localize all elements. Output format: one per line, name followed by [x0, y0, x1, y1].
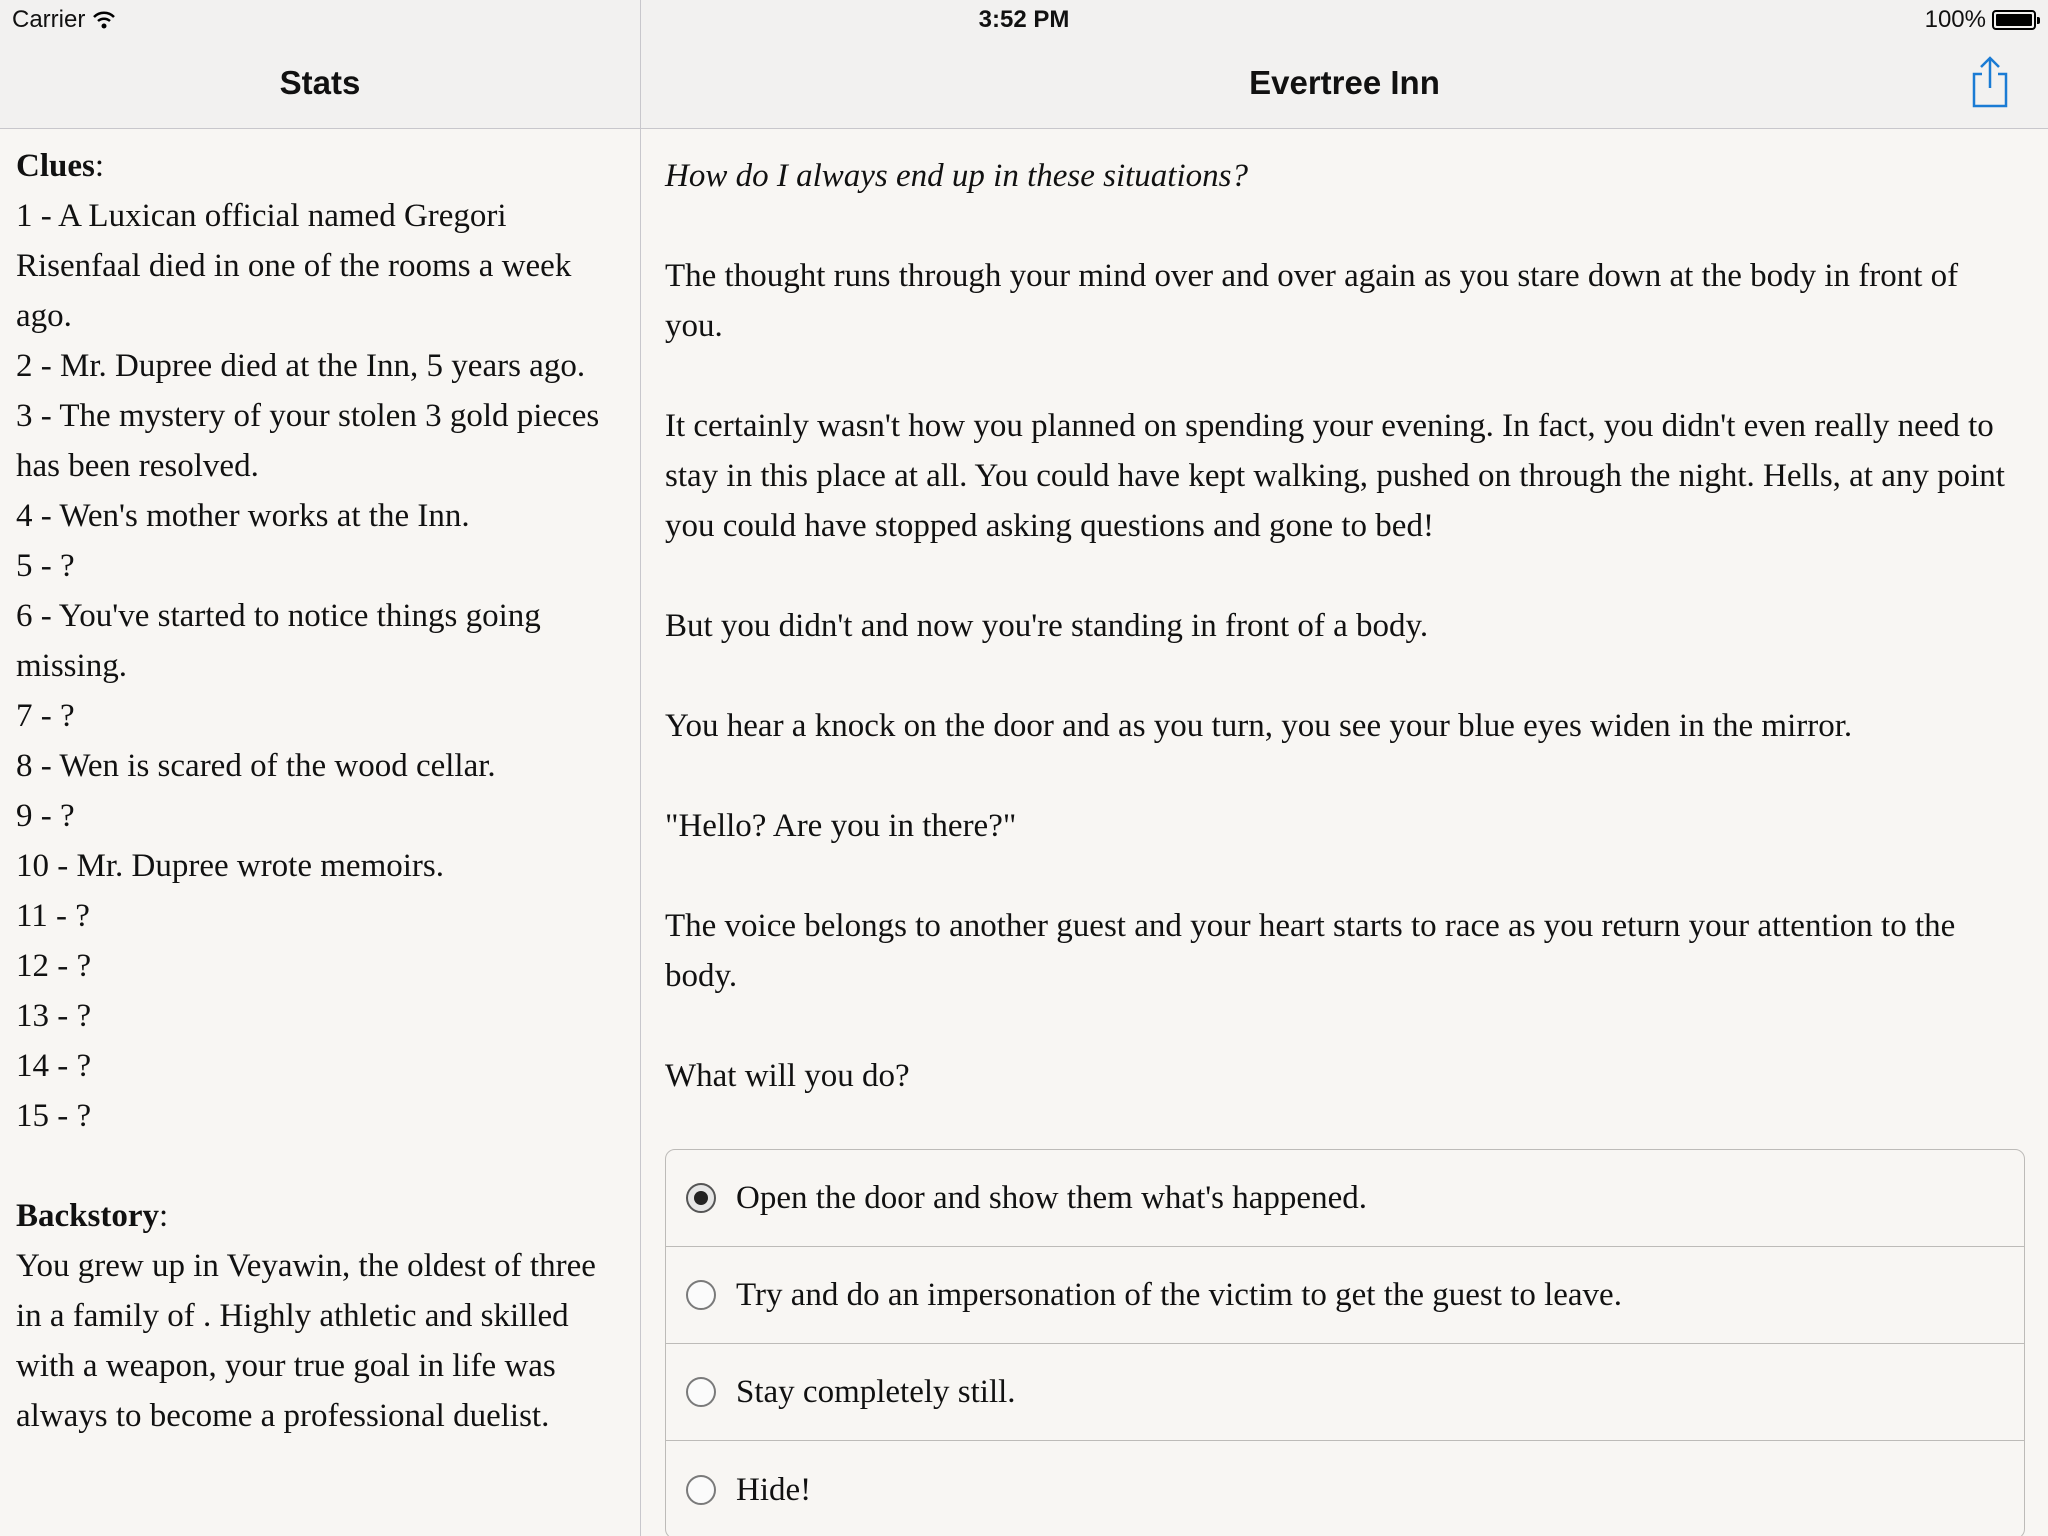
backstory-text: You grew up in Veyawin, the oldest of three in a family of . Highly athletic and skilled with a weapon, your true goal in life was always to become a professional duelist. [16, 1248, 596, 1434]
clue-item: 11 - ? [16, 898, 90, 934]
choice-option[interactable] [666, 1344, 2024, 1441]
clue-item: 2 - Mr. Dupree died at the Inn, 5 years ago. [16, 348, 586, 384]
story-paragraph: What will you do? [665, 1058, 910, 1094]
clue-item: 12 - ? [16, 948, 92, 984]
battery-group [1925, 6, 2036, 34]
clue-item: 3 - The mystery of your stolen 3 gold pieces has been resolved. [16, 398, 600, 484]
story-navbar [641, 40, 2048, 129]
radio-empty-icon[interactable] [686, 1475, 716, 1505]
story-paragraph: The thought runs through your mind over and over again as you stare down at the body in front of you. [665, 258, 1959, 344]
choice-label: Open the door and show them what's happened. [736, 1180, 1367, 1216]
clue-item: 1 - A Luxican official named Gregori Risenfaal died in one of the rooms a week ago. [16, 198, 572, 334]
carrier-label: Carrier [12, 6, 86, 33]
clues-heading: Clues: [16, 148, 105, 184]
stats-navbar [0, 40, 640, 129]
battery-percent: 100% [1924, 6, 1986, 33]
choice-option[interactable] [666, 1247, 2024, 1344]
radio-empty-icon[interactable] [686, 1377, 716, 1407]
choice-label: Stay completely still. [736, 1374, 1016, 1410]
clue-item: 4 - Wen's mother works at the Inn. [16, 498, 470, 534]
story-pane[interactable] [641, 129, 2048, 1536]
battery-icon [1992, 10, 2036, 30]
story-paragraph: "Hello? Are you in there?" [665, 808, 1017, 844]
story-text [665, 151, 2024, 1101]
story-paragraph: You hear a knock on the door and as you turn, you see your blue eyes widen in the mirror. [665, 708, 1853, 744]
backstory-heading: Backstory: [16, 1198, 169, 1234]
choice-option[interactable] [666, 1441, 2024, 1536]
radio-empty-icon[interactable] [686, 1280, 716, 1310]
clue-item: 7 - ? [16, 698, 75, 734]
story-title: Evertree Inn [1249, 64, 1440, 101]
choice-label: Hide! [736, 1471, 812, 1508]
choice-label: Try and do an impersonation of the victim to get the guest to leave. [736, 1277, 1622, 1313]
clue-item: 13 - ? [16, 998, 92, 1034]
clue-list [16, 191, 624, 1141]
share-icon[interactable] [1968, 54, 2012, 110]
stats-title: Stats [279, 64, 361, 101]
clue-item: 6 - You've started to notice things going missing. [16, 598, 541, 684]
story-paragraph: But you didn't and now you're standing in front of a body. [665, 608, 1429, 644]
clue-item: 5 - ? [16, 548, 75, 584]
radio-selected-icon[interactable] [686, 1183, 716, 1213]
story-paragraph: How do I always end up in these situations? [665, 158, 1248, 194]
clue-item: 15 - ? [16, 1098, 92, 1134]
stats-pane[interactable] [0, 129, 640, 1536]
status-bar [0, 0, 2048, 40]
status-time: 3:52 PM [978, 6, 1070, 33]
story-paragraph: The voice belongs to another guest and your heart starts to race as you return your attention to the body. [665, 908, 1956, 994]
clue-item: 9 - ? [16, 798, 75, 834]
clue-item: 10 - Mr. Dupree wrote memoirs. [16, 848, 444, 884]
clue-item: 8 - Wen is scared of the wood cellar. [16, 748, 496, 784]
choice-option[interactable] [666, 1150, 2024, 1247]
choice-list [665, 1149, 2025, 1536]
story-paragraph: It certainly wasn't how you planned on spending your evening. In fact, you didn't even really need to stay in this place at all. You could have kept walking, pushed on through the night. Hells, at any point you could have stopped asking questions and gone to bed! [665, 408, 2005, 544]
clue-item: 14 - ? [16, 1048, 92, 1084]
